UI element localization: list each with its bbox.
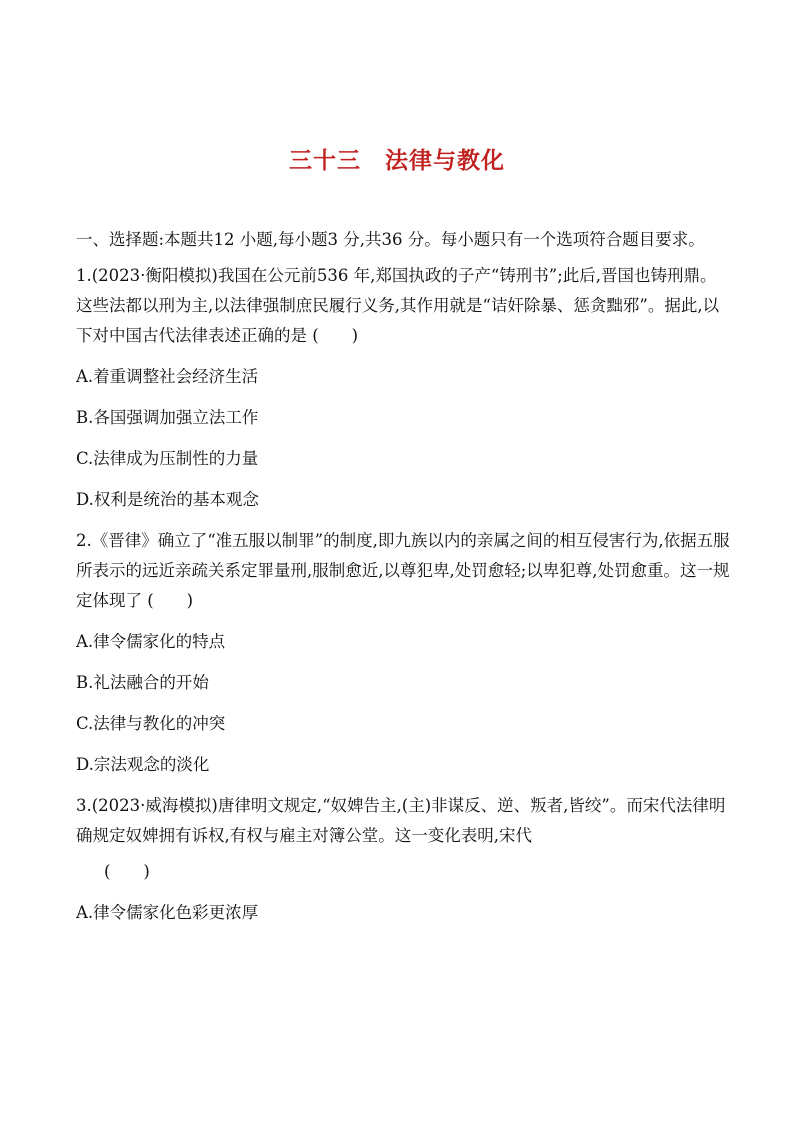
question-2-stem: 2.《晋律》确立了“准五服以制罪”的制度,即九族以内的亲属之间的相互侵害行为,依据五服所表示的远近亲疏关系定罪量刑,服制愈近,以尊犯卑,处罚愈轻;以卑犯尊,处罚愈重。这一规定体现了 ( )	[76, 531, 730, 610]
question-2-option-b: B.礼法融合的开始	[76, 673, 209, 692]
question-1-option-b: B.各国强调加强立法工作	[76, 408, 259, 427]
section-intro: 一、选择题:本题共12 小题,每小题3 分,共36 分。每小题只有一个选项符合题目要求。	[76, 230, 705, 249]
question-1-stem: 1.(2023·衡阳模拟)我国在公元前536 年,郑国执政的子产“铸刑书”;此后,晋国也铸刑鼎。这些法都以刑为主,以法律强制庶民履行义务,其作用就是“诘奸除暴、惩贪黜邪”。据此,以下对中国古代法律表述正确的是 ( )	[76, 266, 720, 345]
question-1-option-a: A.着重调整社会经济生活	[76, 367, 259, 386]
question-1-option-d: D.权利是统治的基本观念	[76, 490, 259, 509]
question-2-option-a: A.律令儒家化的特点	[76, 632, 226, 651]
question-3-answer-blank: ( )	[104, 862, 150, 881]
document-body	[76, 225, 730, 928]
page-title: 三十三 法律与教化	[289, 148, 505, 174]
question-2-option-d: D.宗法观念的淡化	[76, 755, 210, 774]
question-1-option-c: C.法律成为压制性的力量	[76, 449, 259, 468]
question-2-option-c: C.法律与教化的冲突	[76, 714, 226, 733]
question-3-option-a: A.律令儒家化色彩更浓厚	[76, 903, 259, 922]
question-3-stem: 3.(2023·威海模拟)唐律明文规定,“奴婢告主,(主)非谋反、逆、叛者,皆绞”。而宋代法律明确规定奴婢拥有诉权,有权与雇主对簿公堂。这一变化表明,宋代	[76, 796, 726, 845]
